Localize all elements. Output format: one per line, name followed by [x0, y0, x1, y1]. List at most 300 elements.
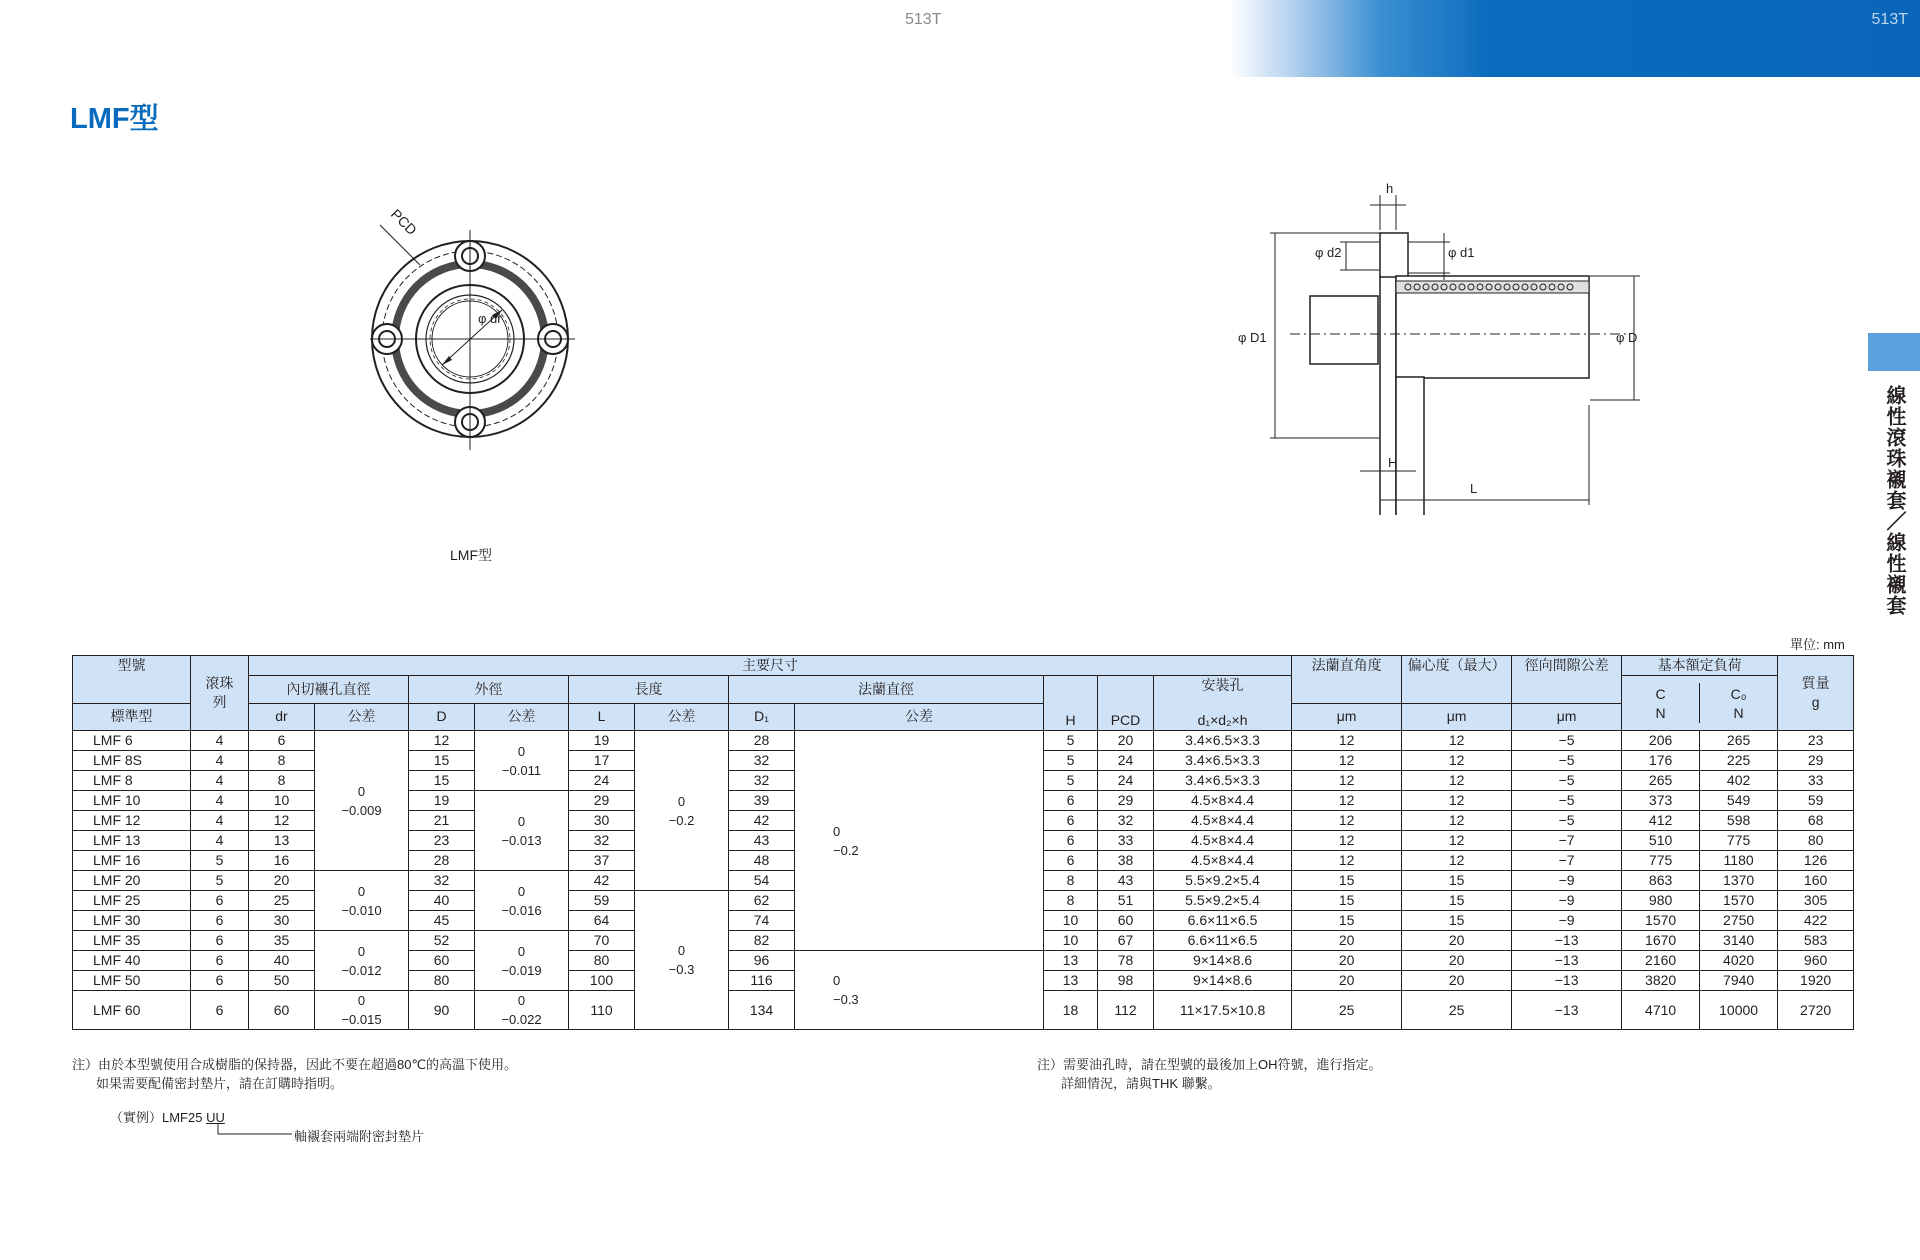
PCD-cell: 24 [1098, 751, 1154, 771]
C-cell: 775 [1622, 851, 1700, 871]
model-cell: LMF 16 [73, 851, 191, 871]
page-number-right: 513T [1871, 11, 1908, 28]
D1-cell: 28 [729, 731, 795, 751]
L-cell: 100 [569, 971, 635, 991]
model-cell: LMF 30 [73, 911, 191, 931]
L-tolerance [635, 731, 729, 891]
load-symbol: C₀ [1730, 686, 1747, 702]
C0-cell: 4020 [1700, 951, 1778, 971]
rad-cell: −13 [1512, 931, 1622, 951]
mount-cell: 4.5×8×4.4 [1154, 851, 1292, 871]
D1-cell: 134 [729, 991, 795, 1030]
tolerance-lower: −0.3 [833, 992, 859, 1007]
C-cell: 265 [1622, 771, 1700, 791]
dr-cell: 20 [249, 871, 315, 891]
rad-cell: −13 [1512, 971, 1622, 991]
mass-cell: 960 [1778, 951, 1854, 971]
tolerance-lower: −0.022 [501, 1012, 542, 1027]
H-cell: 6 [1044, 851, 1098, 871]
main-dimensions-header: 主要尺寸 [249, 656, 1292, 676]
D-cell: 90 [409, 991, 475, 1030]
D-header: D [409, 703, 475, 731]
perp-cell: 20 [1292, 971, 1402, 991]
C0-cell: 10000 [1700, 991, 1778, 1030]
mount-cell: 5.5×9.2×5.4 [1154, 891, 1292, 911]
PCD-cell: 33 [1098, 831, 1154, 851]
dr-cell: 13 [249, 831, 315, 851]
PCD-cell: 38 [1098, 851, 1154, 871]
rad-cell: −7 [1512, 831, 1622, 851]
mass-cell: 2720 [1778, 991, 1854, 1030]
model-cell: LMF 35 [73, 931, 191, 951]
C0-cell: 549 [1700, 791, 1778, 811]
mount-cell: 3.4×6.5×3.3 [1154, 771, 1292, 791]
perp-cell: 12 [1292, 811, 1402, 831]
tolerance-upper: 0 [833, 823, 841, 839]
front-view-drawing [360, 205, 590, 470]
model-cell: LMF 13 [73, 831, 191, 851]
PCD-cell: 51 [1098, 891, 1154, 911]
tolerance-lower: −0.2 [668, 812, 695, 828]
ecc-cell: 15 [1402, 891, 1512, 911]
D1-cell: 62 [729, 891, 795, 911]
mass-cell: 59 [1778, 791, 1854, 811]
H-cell: 8 [1044, 891, 1098, 911]
C-cell: 206 [1622, 731, 1700, 751]
note-left-2: 如果需要配備密封墊片，請在訂購時指明。 [96, 1076, 344, 1091]
H-cell: 5 [1044, 731, 1098, 751]
tolerance-upper: 0 [833, 973, 841, 988]
D-tolerance [475, 731, 569, 791]
rad-cell: −5 [1512, 731, 1622, 751]
PCD-cell: 43 [1098, 871, 1154, 891]
C-cell: 980 [1622, 891, 1700, 911]
perp-cell: 20 [1292, 931, 1402, 951]
PCD-header: PCD [1098, 676, 1154, 731]
standard-header: 標準型 [73, 703, 191, 731]
example-suffix: UU [206, 1110, 225, 1125]
dr-tolerance [315, 991, 409, 1030]
mount-cell: 3.4×6.5×3.3 [1154, 751, 1292, 771]
dr-cell: 30 [249, 911, 315, 931]
mount-cell: 3.4×6.5×3.3 [1154, 731, 1292, 751]
D-cell: 45 [409, 911, 475, 931]
load-unit: N [1733, 705, 1744, 721]
H-cell: 13 [1044, 971, 1098, 991]
D1-cell: 39 [729, 791, 795, 811]
model-cell: LMF 20 [73, 871, 191, 891]
rad-cell: −5 [1512, 811, 1622, 831]
C-cell: 2160 [1622, 951, 1700, 971]
mount-dim-title: d₁×d₂×h [1197, 712, 1248, 728]
dr-cell: 60 [249, 991, 315, 1030]
L-cell: 24 [569, 771, 635, 791]
balls-cell: 6 [191, 991, 249, 1030]
balls-cell: 4 [191, 811, 249, 831]
mass-cell: 1920 [1778, 971, 1854, 991]
D-cell: 52 [409, 931, 475, 951]
D-cell: 80 [409, 971, 475, 991]
header-line: g [1811, 694, 1820, 710]
tolerance-lower: −0.011 [501, 762, 542, 778]
ecc-cell: 20 [1402, 971, 1512, 991]
D1-cell: 43 [729, 831, 795, 851]
D-tolerance [475, 931, 569, 991]
balls-cell: 6 [191, 891, 249, 911]
perp-cell: 12 [1292, 751, 1402, 771]
C-cell: 510 [1622, 831, 1700, 851]
C-cell: 176 [1622, 751, 1700, 771]
C-cell: 1570 [1622, 911, 1700, 931]
PCD-cell: 32 [1098, 811, 1154, 831]
L-cell: 59 [569, 891, 635, 911]
ecc-cell: 12 [1402, 771, 1512, 791]
model-cell: LMF 40 [73, 951, 191, 971]
ecc-cell: 15 [1402, 871, 1512, 891]
PCD-cell: 60 [1098, 911, 1154, 931]
mount-cell: 4.5×8×4.4 [1154, 791, 1292, 811]
perp-cell: 12 [1292, 771, 1402, 791]
dr-tolerance [315, 871, 409, 931]
D1-cell: 42 [729, 811, 795, 831]
load-rating-header: 基本額定負荷 [1622, 656, 1778, 676]
D-tolerance [475, 791, 569, 871]
balls-cell: 6 [191, 971, 249, 991]
perp-cell: 12 [1292, 851, 1402, 871]
C-header [1622, 683, 1700, 723]
PCD-cell: 24 [1098, 771, 1154, 791]
D1-cell: 96 [729, 951, 795, 971]
PCD-cell: 112 [1098, 991, 1154, 1030]
mount-cell: 4.5×8×4.4 [1154, 831, 1292, 851]
D-cell: 32 [409, 871, 475, 891]
model-cell: LMF 8S [73, 751, 191, 771]
tolerance-lower: −0.2 [833, 842, 859, 858]
example-description: 軸襯套兩端附密封墊片 [294, 1129, 425, 1144]
balls-cell: 4 [191, 831, 249, 851]
C0-cell: 1370 [1700, 871, 1778, 891]
example [110, 1107, 225, 1126]
mass-cell: 68 [1778, 811, 1854, 831]
side-tab-text: 線性滾珠襯套／線性襯套 [1883, 385, 1905, 616]
tolerance-lower: −0.010 [341, 902, 382, 918]
D1-cell: 32 [729, 751, 795, 771]
model-cell: LMF 10 [73, 791, 191, 811]
rad-cell: −13 [1512, 951, 1622, 971]
balls-cell: 6 [191, 951, 249, 971]
D1-tolerance [795, 951, 1044, 1030]
C-cell: 4710 [1622, 991, 1700, 1030]
balls-cell: 5 [191, 851, 249, 871]
rad-cell: −9 [1512, 891, 1622, 911]
mass-cell: 33 [1778, 771, 1854, 791]
perp-cell: 15 [1292, 871, 1402, 891]
D1-tol-header: 公差 [795, 703, 1044, 731]
table-row [73, 731, 1854, 751]
perp-unit-header: μm [1292, 703, 1402, 731]
D-cell: 19 [409, 791, 475, 811]
mass-cell: 126 [1778, 851, 1854, 871]
dr-cell: 50 [249, 971, 315, 991]
L-cell: 42 [569, 871, 635, 891]
dr-cell: 8 [249, 751, 315, 771]
tolerance-upper: 0 [517, 993, 526, 1008]
mass-cell: 80 [1778, 831, 1854, 851]
load-units-header [1622, 676, 1778, 731]
header-line: 滾珠 [205, 675, 234, 691]
D-cell: 60 [409, 951, 475, 971]
tolerance-upper: 0 [677, 943, 686, 958]
rad-cell: −5 [1512, 791, 1622, 811]
C0-header [1700, 683, 1777, 723]
notes-left [72, 1055, 517, 1093]
C0-cell: 265 [1700, 731, 1778, 751]
model-header: 型號 [73, 656, 191, 704]
rad-cell: −7 [1512, 851, 1622, 871]
mount-cell: 6.6×11×6.5 [1154, 911, 1292, 931]
load-unit: N [1655, 705, 1666, 721]
dr-tol-header: 公差 [315, 703, 409, 731]
tolerance-upper: 0 [357, 993, 366, 1008]
rad-cell: −5 [1512, 771, 1622, 791]
H-cell: 5 [1044, 751, 1098, 771]
tolerance-lower: −0.009 [341, 802, 382, 818]
notes-right [1037, 1055, 1382, 1093]
mass-cell: 23 [1778, 731, 1854, 751]
tolerance-upper: 0 [357, 783, 366, 799]
H-cell: 10 [1044, 931, 1098, 951]
D-cell: 15 [409, 751, 475, 771]
header-band [1230, 0, 1920, 77]
example-leader-line [216, 1124, 296, 1138]
balls-cell: 6 [191, 911, 249, 931]
D-cell: 28 [409, 851, 475, 871]
ecc-cell: 12 [1402, 831, 1512, 851]
C0-cell: 402 [1700, 771, 1778, 791]
L-header: L [569, 703, 635, 731]
mass-cell: 583 [1778, 931, 1854, 951]
C-cell: 863 [1622, 871, 1700, 891]
ecc-cell: 15 [1402, 911, 1512, 931]
C0-cell: 2750 [1700, 911, 1778, 931]
page-number-left: 513T [905, 11, 942, 28]
D1-cell: 54 [729, 871, 795, 891]
L-cell: 29 [569, 791, 635, 811]
dr-cell: 10 [249, 791, 315, 811]
D1-cell: 48 [729, 851, 795, 871]
L-cell: 64 [569, 911, 635, 931]
D1-group-header: 法蘭直徑 [729, 676, 1044, 704]
dr-cell: 8 [249, 771, 315, 791]
H-cell: 5 [1044, 771, 1098, 791]
L-cell: 37 [569, 851, 635, 871]
model-cell: LMF 25 [73, 891, 191, 911]
ecc-unit-header: μm [1402, 703, 1512, 731]
L-cell: 19 [569, 731, 635, 751]
H-header: H [1044, 676, 1098, 731]
D1-cell: 32 [729, 771, 795, 791]
perpendicularity-header: 法蘭直角度 [1292, 656, 1402, 704]
note-right-1: 注）需要油孔時，請在型號的最後加上OH符號，進行指定。 [1037, 1057, 1382, 1072]
page-title: LMF型 [70, 103, 159, 135]
note-right-2: 詳細情況，請與THK 聯繫。 [1061, 1076, 1221, 1091]
D1-tolerance [795, 731, 1044, 951]
balls-cell: 6 [191, 931, 249, 951]
D-tolerance [475, 991, 569, 1030]
side-tab-marker [1868, 333, 1920, 371]
D1-cell: 82 [729, 931, 795, 951]
perp-cell: 20 [1292, 951, 1402, 971]
balls-cell: 4 [191, 771, 249, 791]
tolerance-upper: 0 [517, 943, 526, 959]
model-cell: LMF 50 [73, 971, 191, 991]
H-cell: 6 [1044, 811, 1098, 831]
mount-cell: 4.5×8×4.4 [1154, 811, 1292, 831]
tolerance-upper: 0 [517, 813, 526, 829]
tolerance-lower: −0.019 [501, 962, 542, 978]
C0-cell: 598 [1700, 811, 1778, 831]
model-cell: LMF 6 [73, 731, 191, 751]
C-cell: 373 [1622, 791, 1700, 811]
ecc-cell: 25 [1402, 991, 1512, 1030]
balls-cell: 5 [191, 871, 249, 891]
D-cell: 15 [409, 771, 475, 791]
C0-cell: 1570 [1700, 891, 1778, 911]
dr-cell: 25 [249, 891, 315, 911]
PCD-cell: 67 [1098, 931, 1154, 951]
d2-label: φ d2 [1315, 245, 1342, 260]
dr-cell: 16 [249, 851, 315, 871]
d1-label: φ d1 [1448, 245, 1475, 260]
L-label: L [1470, 481, 1478, 496]
tolerance-lower: −0.016 [501, 902, 542, 918]
ecc-cell: 12 [1402, 851, 1512, 871]
tolerance-upper: 0 [517, 883, 526, 899]
mass-cell: 160 [1778, 871, 1854, 891]
C0-cell: 1180 [1700, 851, 1778, 871]
rad-cell: −13 [1512, 991, 1622, 1030]
specification-table [72, 655, 1854, 1030]
D-tol-header: 公差 [475, 703, 569, 731]
balls-cell: 4 [191, 731, 249, 751]
balls-cell: 4 [191, 791, 249, 811]
mount-cell: 9×14×8.6 [1154, 951, 1292, 971]
note-left-1: 注）由於本型號使用合成樹脂的保持器，因此不要在超過80℃的高溫下使用。 [72, 1057, 518, 1072]
mount-cell: 11×17.5×10.8 [1154, 991, 1292, 1030]
L-cell: 30 [569, 811, 635, 831]
balls-cell: 4 [191, 751, 249, 771]
rad-cell: −9 [1512, 871, 1622, 891]
perp-cell: 25 [1292, 991, 1402, 1030]
pcd-label: PCD [387, 205, 421, 239]
mount-title: 安裝孔 [1201, 677, 1244, 693]
perp-cell: 15 [1292, 891, 1402, 911]
C0-cell: 775 [1700, 831, 1778, 851]
H-cell: 18 [1044, 991, 1098, 1030]
tolerance-lower: −0.012 [341, 962, 382, 978]
ecc-cell: 12 [1402, 751, 1512, 771]
mass-cell: 305 [1778, 891, 1854, 911]
ecc-cell: 12 [1402, 731, 1512, 751]
L-tol-header: 公差 [635, 703, 729, 731]
tolerance-lower: −0.3 [668, 962, 695, 977]
D1-cell: 116 [729, 971, 795, 991]
PCD-cell: 20 [1098, 731, 1154, 751]
D-cell: 23 [409, 831, 475, 851]
mount-cell: 6.6×11×6.5 [1154, 931, 1292, 951]
perp-cell: 12 [1292, 731, 1402, 751]
mount-header [1154, 676, 1292, 731]
H-cell: 8 [1044, 871, 1098, 891]
PCD-cell: 29 [1098, 791, 1154, 811]
dr-cell: 35 [249, 931, 315, 951]
C0-cell: 225 [1700, 751, 1778, 771]
unit-label: 單位: mm [1790, 637, 1845, 652]
D-cell: 21 [409, 811, 475, 831]
L-cell: 80 [569, 951, 635, 971]
tolerance-lower: −0.015 [341, 1012, 382, 1027]
radial-clearance-header: 徑向間隙公差 [1512, 656, 1622, 704]
dr-header: dr [249, 703, 315, 731]
mount-cell: 9×14×8.6 [1154, 971, 1292, 991]
load-symbol: C [1655, 686, 1666, 702]
PCD-cell: 98 [1098, 971, 1154, 991]
D-tolerance [475, 871, 569, 931]
dr-group-header: 內切襯孔直徑 [249, 676, 409, 704]
dr-cell: 40 [249, 951, 315, 971]
mass-cell: 29 [1778, 751, 1854, 771]
D-group-header: 外徑 [409, 676, 569, 704]
dr-tolerance [315, 931, 409, 991]
H-cell: 13 [1044, 951, 1098, 971]
H-cell: 6 [1044, 831, 1098, 851]
tolerance-upper: 0 [677, 793, 686, 809]
dr-label: φ dr [478, 311, 502, 326]
H-cell: 10 [1044, 911, 1098, 931]
dr-tolerance [315, 731, 409, 871]
model-cell: LMF 8 [73, 771, 191, 791]
C-cell: 3820 [1622, 971, 1700, 991]
L-tolerance [635, 891, 729, 1030]
ecc-cell: 20 [1402, 951, 1512, 971]
H-label: H [1388, 455, 1398, 470]
eccentricity-header: 偏心度（最大） [1402, 656, 1512, 704]
tolerance-upper: 0 [357, 883, 366, 899]
header-line: 質量 [1801, 675, 1830, 691]
perp-cell: 12 [1292, 831, 1402, 851]
C-cell: 1670 [1622, 931, 1700, 951]
C0-cell: 3140 [1700, 931, 1778, 951]
C-cell: 412 [1622, 811, 1700, 831]
balls-header [191, 656, 249, 731]
H-cell: 6 [1044, 791, 1098, 811]
model-cell: LMF 60 [73, 991, 191, 1030]
tolerance-lower: −0.013 [501, 832, 542, 848]
rad-unit-header: μm [1512, 703, 1622, 731]
front-view-caption: LMF型 [450, 547, 492, 563]
ecc-cell: 12 [1402, 811, 1512, 831]
D-cell: 40 [409, 891, 475, 911]
mount-cell: 5.5×9.2×5.4 [1154, 871, 1292, 891]
rad-cell: −9 [1512, 911, 1622, 931]
header-line: 列 [212, 694, 227, 710]
L-cell: 32 [569, 831, 635, 851]
mass-cell: 422 [1778, 911, 1854, 931]
L-cell: 70 [569, 931, 635, 951]
example-prefix: （實例）LMF25 [110, 1110, 207, 1125]
dr-cell: 6 [249, 731, 315, 751]
D1-label: φ D1 [1238, 330, 1267, 345]
